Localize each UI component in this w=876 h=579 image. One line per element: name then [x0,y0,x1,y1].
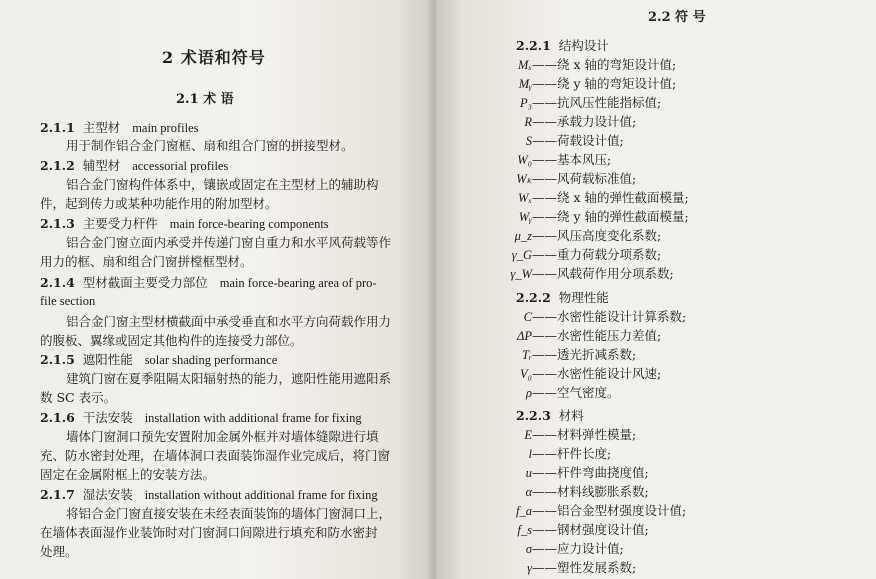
symbol-description: ——承载力设计值; [532,114,637,129]
symbol-row [436,384,876,402]
right-page [436,0,876,579]
symbol: Mᵧ [518,77,532,91]
symbol-row [436,521,876,539]
chapter-title: 2 术语和符号 [162,48,266,67]
symbol: γ_W [510,267,532,281]
term-english-continuation: file section [40,294,96,308]
symbol: E [524,428,532,442]
symbol-row [436,151,876,169]
symbol-row [436,132,876,150]
symbol-description: ——风载荷作用分项系数; [532,266,674,281]
term-definition-line: 用于制作铝合金门窗框、扇和组合门窗的拼接型材。 [66,138,354,153]
symbol-row [436,365,876,383]
term-definition-line: 的腹板、翼缘或固定其他构件的连接受力部位。 [40,333,303,348]
symbol: P₃ [520,96,532,110]
term-heading: 2.1.7 湿法安装 installation without additional frame for fixing [40,487,378,502]
term-definition-line: 建筑门窗在夏季阻隔太阳辐射热的能力，遮阳性能用遮阳系 [66,371,392,386]
symbol-description: ——铝合金型材强度设计值; [532,503,687,518]
term-definition-line: 数 SC 表示。 [40,390,117,405]
symbol-row [436,540,876,558]
symbol: l [528,447,532,461]
term-definition-line: 铝合金门窗主型材横截面中承受垂直和水平方向荷载作用力 [66,314,392,329]
symbol: γ [527,561,532,575]
symbol-row [436,265,876,283]
symbol-description: ——基本风压; [532,152,612,167]
term-heading: 2.1.3 主要受力杆件 main force-bearing components [40,216,329,231]
symbol: Wₓ [518,191,532,205]
symbol-row [436,75,876,93]
symbol-row [436,426,876,444]
symbol-row [436,113,876,131]
symbol-description: ——材料线膨胀系数; [532,484,649,499]
symbol: Wₖ [516,172,532,186]
term-heading: 2.1.4 型材截面主要受力部位 main force-bearing area of pro- [40,275,377,290]
symbol-group-heading: 2.2.3 材料 [516,408,584,423]
term-definition-line: 将铝合金门窗直接安装在未经表面装饰的墙体门窗洞口上， [66,506,392,521]
symbol: R [524,115,532,129]
symbol: f_a [516,504,532,518]
symbol-row [436,464,876,482]
term-definition-line: 固定在金属附框上的安装方法。 [40,467,216,482]
symbol-group-heading: 2.2.2 物理性能 [516,290,609,305]
symbol-description: ——绕 x 轴的弹性截面模量; [532,190,689,205]
section-title: 2.2 符 号 [648,10,706,25]
symbol-row [436,445,876,463]
symbol-description: ——抗风压性能指标值; [532,95,662,110]
term-definition-line: 处理。 [40,544,78,559]
symbol: W₀ [517,153,532,167]
symbol: u [525,466,532,480]
symbol-row [436,246,876,264]
section-title: 2.1 术 语 [176,92,234,107]
symbol-description: ——水密性能设计风速; [532,366,662,381]
symbol-description: ——透光折减系数; [532,347,637,362]
symbol: μ_z [514,229,532,243]
symbol-description: ——应力设计值; [532,541,624,556]
symbol: V₀ [520,367,532,381]
symbol-description: ——杆件长度; [532,446,612,461]
symbol-row [436,56,876,74]
symbol-row [436,94,876,112]
term-definition-line: 铝合金门窗立面内承受并传递门窗自重力和水平风荷载等作 [66,235,392,250]
symbol-description: ——风荷载标准值; [532,171,637,186]
term-heading: 2.1.2 辅型材 accessorial profiles [40,158,229,173]
symbol-description: ——绕 x 轴的弯矩设计值; [532,57,677,72]
symbol: Tᵣ [521,348,532,362]
symbol-description: ——绕 y 轴的弯矩设计值; [532,76,677,91]
symbol-row [436,227,876,245]
symbol-row [436,559,876,577]
symbol-row [436,483,876,501]
term-definition-line: 用力的框、扇和组合门窗拼樘框型材。 [40,254,253,269]
symbol-row [436,346,876,364]
symbol-row [436,170,876,188]
symbol-description: ——杆件弯曲挠度值; [532,465,649,480]
term-definition-line: 在墙体表面湿作业装饰时对门窗洞口间隙进行填充和防水密封 [40,525,378,540]
symbol-row [436,189,876,207]
symbol-group-heading: 2.2.1 结构设计 [516,38,609,53]
symbol-description: ——水密性能设计计算系数; [532,309,687,324]
term-heading: 2.1.5 遮阳性能 solar shading performance [40,352,278,367]
term-definition-line: 铝合金门窗构件体系中，镶嵌或固定在主型材上的辅助构 [66,177,379,192]
term-definition-line: 充、防水密封处理，在墙体洞口表面装饰湿作业完成后，将门窗 [40,448,391,463]
symbol-description: ——水密性能压力差值; [532,328,662,343]
symbol: ρ [526,386,532,400]
term-definition-line: 件，起到传力或某种功能作用的附加型材。 [40,196,278,211]
symbol-description: ——重力荷载分项系数; [532,247,662,262]
symbol: ΔP [517,329,532,343]
symbol: Mₓ [518,58,532,72]
symbol-row [436,502,876,520]
symbol-description: ——绕 y 轴的弹性截面模量; [532,209,689,224]
symbol-description: ——塑性发展系数; [532,560,637,575]
symbol-row [436,308,876,326]
symbol-description: ——荷载设计值; [532,133,624,148]
symbol: γ_G [511,248,532,262]
symbol: Wᵧ [518,210,532,224]
term-heading: 2.1.1 主型材 main profiles [40,120,199,135]
symbol: f_s [517,523,532,537]
symbol-row [436,208,876,226]
symbol-description: ——风压高度变化系数; [532,228,662,243]
term-heading: 2.1.6 干法安装 installation with additional frame for fixing [40,410,362,425]
left-page [0,0,432,579]
term-definition-line: 墙体门窗洞口预先安置附加金属外框并对墙体缝隙进行填 [66,429,379,444]
symbol: α [525,485,532,499]
symbol: S [525,134,532,148]
symbol-description: ——空气密度。 [532,385,620,400]
symbol-row [436,327,876,345]
symbol-description: ——钢材强度设计值; [532,522,649,537]
symbol-description: ——材料弹性模量; [532,427,637,442]
symbol: σ [525,542,532,556]
symbol: C [523,310,532,324]
